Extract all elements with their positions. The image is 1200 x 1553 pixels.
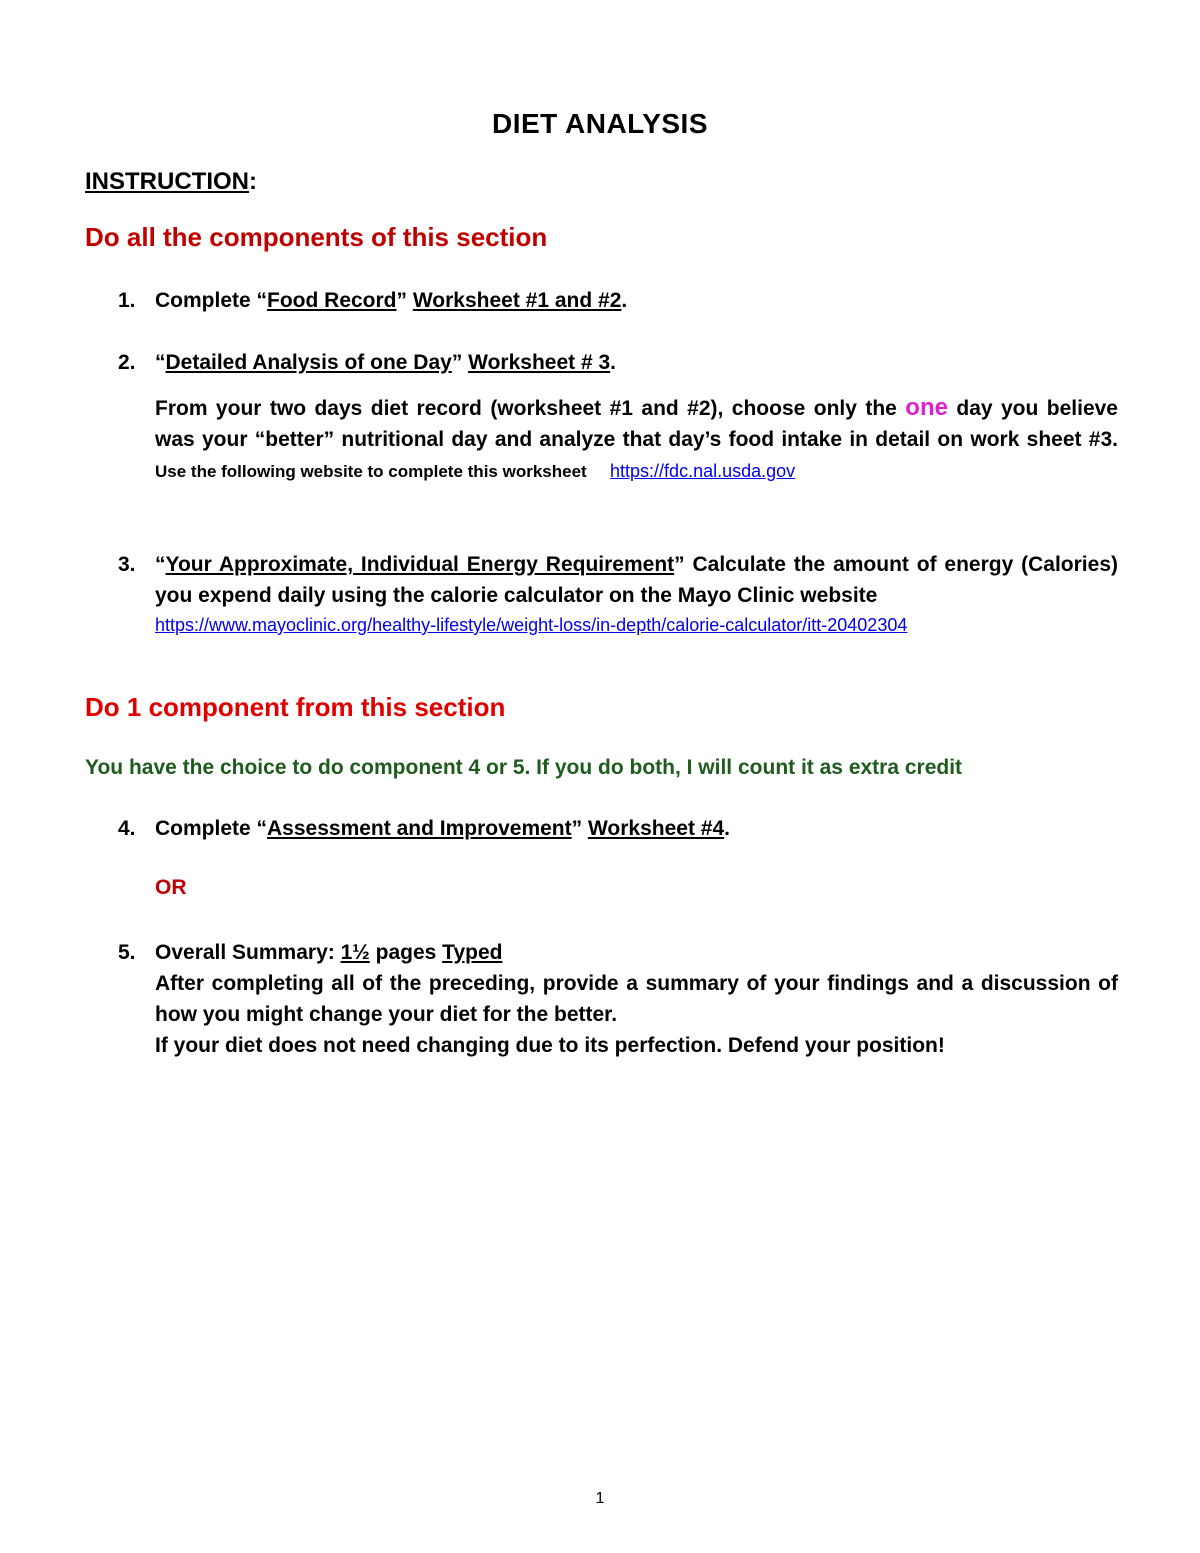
item2-paragraph <box>155 392 1118 487</box>
list-item-5 <box>118 937 1118 1061</box>
item2-text-b: ” <box>451 351 469 374</box>
item2-para-b: day you believe was your “better” nutritional day and analyze that day’s food intake in detail on work sheet #3. <box>155 397 1118 451</box>
instruction-text: INSTRUCTION <box>85 168 249 195</box>
section2-heading: Do 1 component from this section <box>85 692 506 722</box>
energy-requirement-title: Your Approximate, Individual Energy Requirement <box>165 553 675 576</box>
list-item-3 <box>118 549 1118 641</box>
item5-text-a: Overall Summary: <box>155 941 341 964</box>
item4-text-b: ” <box>571 817 588 840</box>
item3-text-a: “ <box>155 553 166 576</box>
mayo-clinic-link[interactable]: https://www.mayoclinic.org/healthy-lifestyle/weight-loss/in-depth/calorie-calculator/itt-20402304 <box>155 615 908 635</box>
typed-requirement: Typed <box>442 941 503 964</box>
item5-paragraph-2: If your diet does not need changing due to its perfection. Defend your position! <box>155 1034 945 1057</box>
or-separator: OR <box>155 876 187 899</box>
choice-note: You have the choice to do component 4 or 5. If you do both, I will count it as extra credit <box>85 756 963 779</box>
item-number: 2. <box>118 351 136 374</box>
item-number: 3. <box>118 553 136 576</box>
item-number: 4. <box>118 817 136 840</box>
page-number: 1 <box>595 1490 605 1507</box>
item-number: 5. <box>118 941 136 964</box>
section1-heading: Do all the components of this section <box>85 222 548 252</box>
list-item-2 <box>118 347 1118 487</box>
worksheet-4-ref: Worksheet #4 <box>587 817 725 840</box>
item2-text-a: “ <box>155 351 166 374</box>
item2-text-c: . <box>610 351 617 374</box>
page-count: 1½ <box>340 941 370 964</box>
instruction-label <box>85 168 257 196</box>
page-title: DIET ANALYSIS <box>491 108 709 139</box>
assessment-title: Assessment and Improvement <box>267 817 572 840</box>
item2-para-a: From your two days diet record (worksheet #1 and #2), choose only the <box>155 397 906 420</box>
worksheet-3-ref: Worksheet # 3 <box>468 351 611 374</box>
item1-text-c: . <box>621 289 628 312</box>
detailed-analysis-title: Detailed Analysis of one Day <box>165 351 452 374</box>
item4-text-a: Complete “ <box>155 817 268 840</box>
item3-text-b: ” Calculate the amount of energy (Calories) you expend daily using the calorie calculator on the Mayo Clinic website <box>155 553 1118 607</box>
food-record-title: Food Record <box>267 289 397 312</box>
list-item-1 <box>118 285 1118 316</box>
worksheet-1-2-ref: Worksheet #1 and #2 <box>412 289 622 312</box>
item1-text-b: ” <box>396 289 413 312</box>
item5-paragraph-1: After completing all of the preceding, provide a summary of your findings and a discussion of how you might change your diet for the better. <box>155 972 1118 1026</box>
one-emphasis: one <box>905 394 948 421</box>
item5-text-b: pages <box>369 941 443 964</box>
website-instruction: Use the following website to complete this worksheet <box>155 462 587 481</box>
usda-link[interactable]: https://fdc.nal.usda.gov <box>610 461 796 481</box>
item1-text-a: Complete “ <box>155 289 268 312</box>
instruction-colon: : <box>249 168 257 195</box>
item-number: 1. <box>118 289 136 312</box>
list-item-4 <box>118 813 1118 844</box>
item4-text-c: . <box>724 817 730 840</box>
